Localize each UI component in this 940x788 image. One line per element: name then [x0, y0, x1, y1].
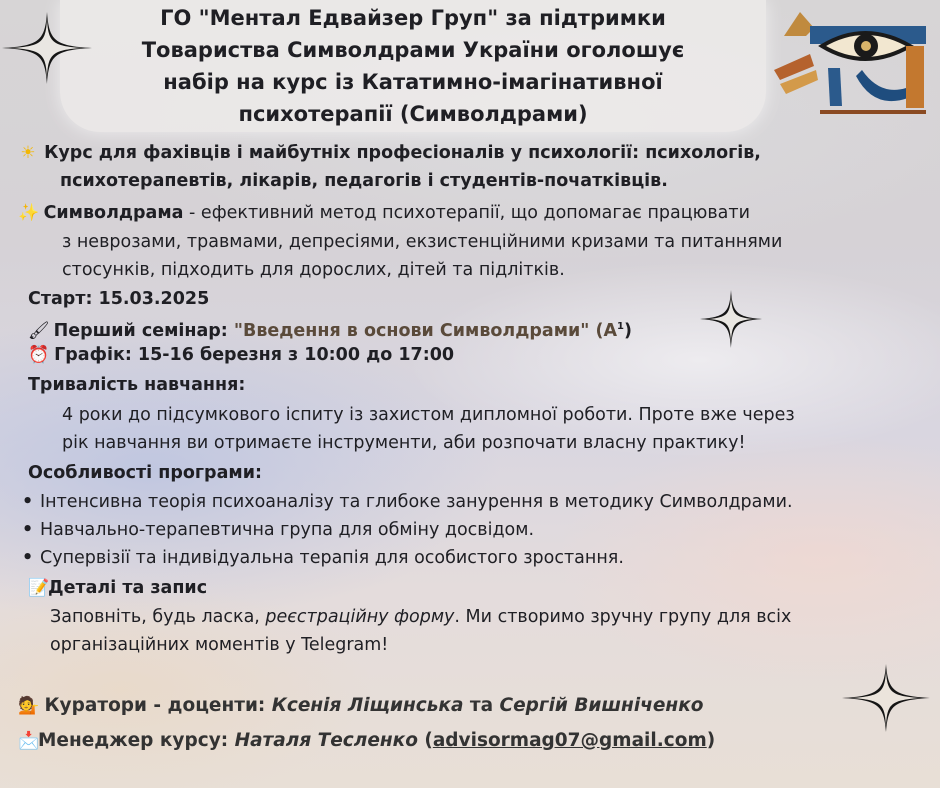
- details-text: Заповніть, будь ласка,: [50, 607, 266, 627]
- feature-item: [22, 545, 624, 571]
- details-line-2: організаційних моментів у Telegram!: [50, 635, 389, 655]
- seminar-sup: 1: [617, 321, 624, 332]
- manager-name: Наталя Тесленко: [234, 730, 418, 751]
- details-line-1: [50, 604, 791, 630]
- symboldrama-line-1: [18, 200, 750, 226]
- sparkles-icon: ✨: [18, 203, 40, 223]
- features-heading: Особливості програми:: [28, 463, 262, 483]
- feature-text: Інтенсивна теорія психоаналізу та глибоке занурення в методику Символдрами.: [40, 492, 793, 512]
- details-heading-text: Деталі та запис: [48, 578, 208, 598]
- alarm-clock-icon: ⏰: [28, 345, 50, 365]
- details-heading: [28, 575, 207, 601]
- feature-item: [22, 489, 793, 515]
- eye-of-horus-icon: [770, 6, 930, 114]
- audience-line-1: [18, 140, 761, 166]
- feature-item: [22, 517, 534, 543]
- paren-open: (: [417, 730, 433, 751]
- duration-heading: Тривалість навчання:: [28, 375, 246, 395]
- duration-line-1: 4 роки до підсумкового іспиту із захистом дипломної роботи. Проте вже через: [62, 405, 795, 425]
- timetable: [28, 342, 454, 368]
- symboldrama-text: - ефективний метод психотерапії, що допомагає працювати: [183, 203, 750, 223]
- audience-line-2: психотерапевтів, лікарів, педагогів і студентів-початківців.: [60, 171, 668, 191]
- registration-form-link[interactable]: реєстраційну форму: [265, 607, 455, 627]
- sparkle-star-icon: [842, 664, 930, 732]
- page-title: ГО "Ментал Едвайзер Груп" за підтримки Товариства Символдрами України оголошує набір на курс із Кататимно-імагінативної психотерапії (Символдрами): [141, 6, 685, 126]
- feature-text: Супервізії та індивідуальна терапія для особистого зростання.: [40, 548, 624, 568]
- details-text: . Ми створимо зручну групу для всіх: [454, 607, 792, 627]
- paren-close: ): [706, 730, 716, 751]
- sparkle-star-icon: [2, 12, 92, 84]
- sun-icon: ☀: [20, 143, 36, 163]
- sparkle-star-icon: [700, 290, 762, 348]
- audience-text: Курс для фахівців і майбутніх професіоналів у психології: психологів,: [44, 143, 761, 163]
- envelope-icon: 📩: [18, 731, 40, 751]
- timetable-text: Графік: 15-16 березня з 10:00 до 17:00: [54, 345, 455, 365]
- bullet-icon: •: [22, 492, 34, 512]
- first-seminar: [28, 314, 632, 344]
- curators-and: та: [463, 695, 500, 716]
- manager-line: [18, 728, 715, 754]
- memo-icon: 📝: [28, 578, 50, 598]
- curators-line: [18, 693, 703, 719]
- curator-name: Сергій Вишніченко: [499, 695, 704, 716]
- feature-text: Навчально-терапевтична група для обміну досвідом.: [40, 520, 535, 540]
- symboldrama-label: Символдрама: [43, 203, 184, 223]
- symboldrama-line-2: з неврозами, травмами, депресіями, екзистенційними кризами та питаннями: [62, 232, 783, 252]
- seminar-title: "Введення в основи Символдрами" (A: [233, 320, 618, 341]
- bullet-icon: •: [22, 548, 34, 568]
- curators-label: Куратори - доценти:: [38, 695, 272, 716]
- symboldrama-line-3: стосунків, підходить для дорослих, дітей та підлітків.: [62, 260, 565, 280]
- manager-label: Менеджер курсу:: [38, 730, 235, 751]
- paintbrush-icon: 🖌: [28, 320, 50, 341]
- bullet-icon: •: [22, 520, 34, 540]
- duration-line-2: рік навчання ви отримаєте інструменти, аби розпочати власну практику!: [62, 433, 746, 453]
- seminar-label: Перший семінар:: [53, 320, 234, 341]
- curator-name: Ксенія Ліщинська: [271, 695, 464, 716]
- person-icon: 💁: [18, 696, 40, 716]
- manager-email-link[interactable]: advisormag07@gmail.com: [432, 730, 707, 751]
- start-date: Старт: 15.03.2025: [28, 289, 210, 309]
- seminar-close: ): [624, 320, 632, 341]
